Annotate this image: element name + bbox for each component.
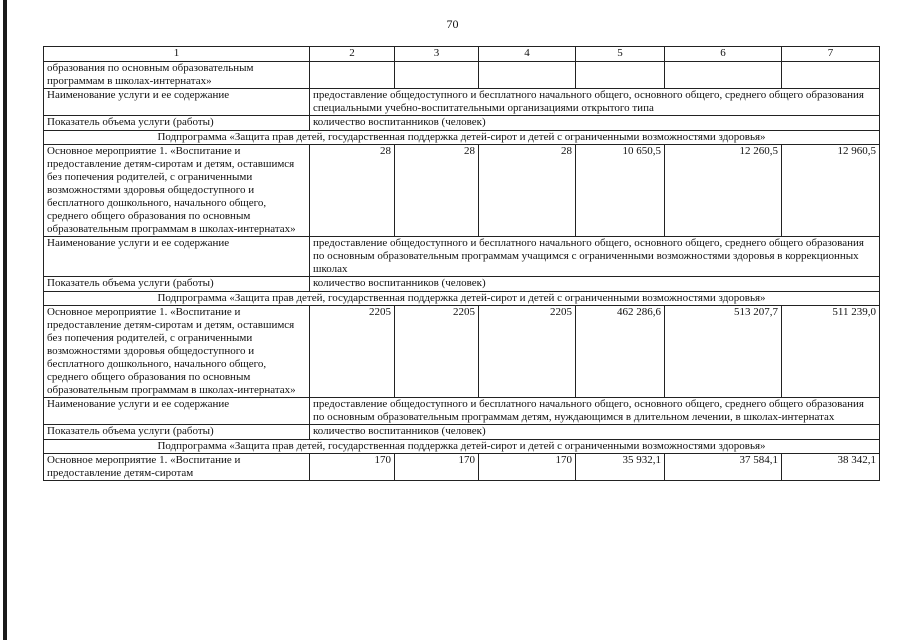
event-name: образования по основным образовательным программам в школах-интернатах» (44, 62, 310, 89)
indicator-label: Показатель объема услуги (работы) (44, 277, 310, 292)
value-col-6: 513 207,7 (665, 306, 782, 398)
table-row (44, 306, 880, 398)
value-col-3: 170 (395, 454, 479, 481)
subprogram-row (44, 131, 880, 145)
value-col-4: 170 (479, 454, 576, 481)
header-row (44, 47, 880, 62)
subprogram-row (44, 292, 880, 306)
col-header-6: 6 (665, 47, 782, 62)
subprogram-title: Подпрограмма «Защита прав детей, государственная поддержка детей-сирот и детей с ограниченными возможностями здоровья» (44, 292, 880, 306)
service-label: Наименование услуги и ее содержание (44, 237, 310, 277)
col-header-5: 5 (576, 47, 665, 62)
indicator-value: количество воспитанников (человек) (310, 425, 880, 440)
table-row (44, 89, 880, 116)
service-description: предоставление общедоступного и бесплатного начального общего, основного общего, среднего общего образования по основным образовательным программам учащимся с ограниченными возможностями здоровья в коррекционных школах (310, 237, 880, 277)
value-col-6: 37 584,1 (665, 454, 782, 481)
col-header-2: 2 (310, 47, 395, 62)
page-number: 70 (446, 17, 459, 31)
value-col-4: 2205 (479, 306, 576, 398)
service-label: Наименование услуги и ее содержание (44, 89, 310, 116)
table-row (44, 454, 880, 481)
table-row (44, 237, 880, 277)
col-header-1: 1 (44, 47, 310, 62)
col-header-7: 7 (782, 47, 880, 62)
table-row (44, 116, 880, 131)
value-col-4: 28 (479, 145, 576, 237)
indicator-value: количество воспитанников (человек) (310, 277, 880, 292)
service-label: Наименование услуги и ее содержание (44, 398, 310, 425)
event-name: Основное мероприятие 1. «Воспитание и предоставление детям-сиротам и детям, оставшимся без попечения родителей, с ограниченными возможностями здоровья общедоступного и бесплатного дошкольного, начального общего, среднего общего образования по основным образовательным программам в школах-интернатах» (44, 306, 310, 398)
event-name: Основное мероприятие 1. «Воспитание и предоставление детям-сиротам (44, 454, 310, 481)
value-col-7: 511 239,0 (782, 306, 880, 398)
table-row (44, 62, 880, 89)
indicator-label: Показатель объема услуги (работы) (44, 425, 310, 440)
indicator-value: количество воспитанников (человек) (310, 116, 880, 131)
indicator-label: Показатель объема услуги (работы) (44, 116, 310, 131)
value-col-2: 170 (310, 454, 395, 481)
value-col-7: 38 342,1 (782, 454, 880, 481)
value-col-5: 10 650,5 (576, 145, 665, 237)
value-col-6: 12 260,5 (665, 145, 782, 237)
value-col-2: 2205 (310, 306, 395, 398)
event-name: Основное мероприятие 1. «Воспитание и предоставление детям-сиротам и детям, оставшимся без попечения родителей, с ограниченными возможностями здоровья общедоступного и бесплатного дошкольного, начального общего, среднего общего образования по основным образовательным программам в школах-интернатах» (44, 145, 310, 237)
service-description: предоставление общедоступного и бесплатного начального общего, основного общего, среднего общего образования по основным образовательным программам детям, нуждающимся в длительном лечении, в школах-интернатах (310, 398, 880, 425)
table-row (44, 145, 880, 237)
value-col-7: 12 960,5 (782, 145, 880, 237)
col-header-4: 4 (479, 47, 576, 62)
value-col-3: 2205 (395, 306, 479, 398)
subprogram-row (44, 440, 880, 454)
program-table (43, 46, 880, 481)
value-col-3: 28 (395, 145, 479, 237)
subprogram-title: Подпрограмма «Защита прав детей, государственная поддержка детей-сирот и детей с ограниченными возможностями здоровья» (44, 131, 880, 145)
subprogram-title: Подпрограмма «Защита прав детей, государственная поддержка детей-сирот и детей с ограниченными возможностями здоровья» (44, 440, 880, 454)
service-description: предоставление общедоступного и бесплатного начального общего, основного общего, среднего общего образования специальными учебно-воспитательными организациями открытого типа (310, 89, 880, 116)
value-col-2: 28 (310, 145, 395, 237)
value-col-5: 462 286,6 (576, 306, 665, 398)
table-row (44, 277, 880, 292)
table-row (44, 425, 880, 440)
value-col-5: 35 932,1 (576, 454, 665, 481)
col-header-3: 3 (395, 47, 479, 62)
table-row (44, 398, 880, 425)
page-edge-bar (3, 0, 7, 640)
